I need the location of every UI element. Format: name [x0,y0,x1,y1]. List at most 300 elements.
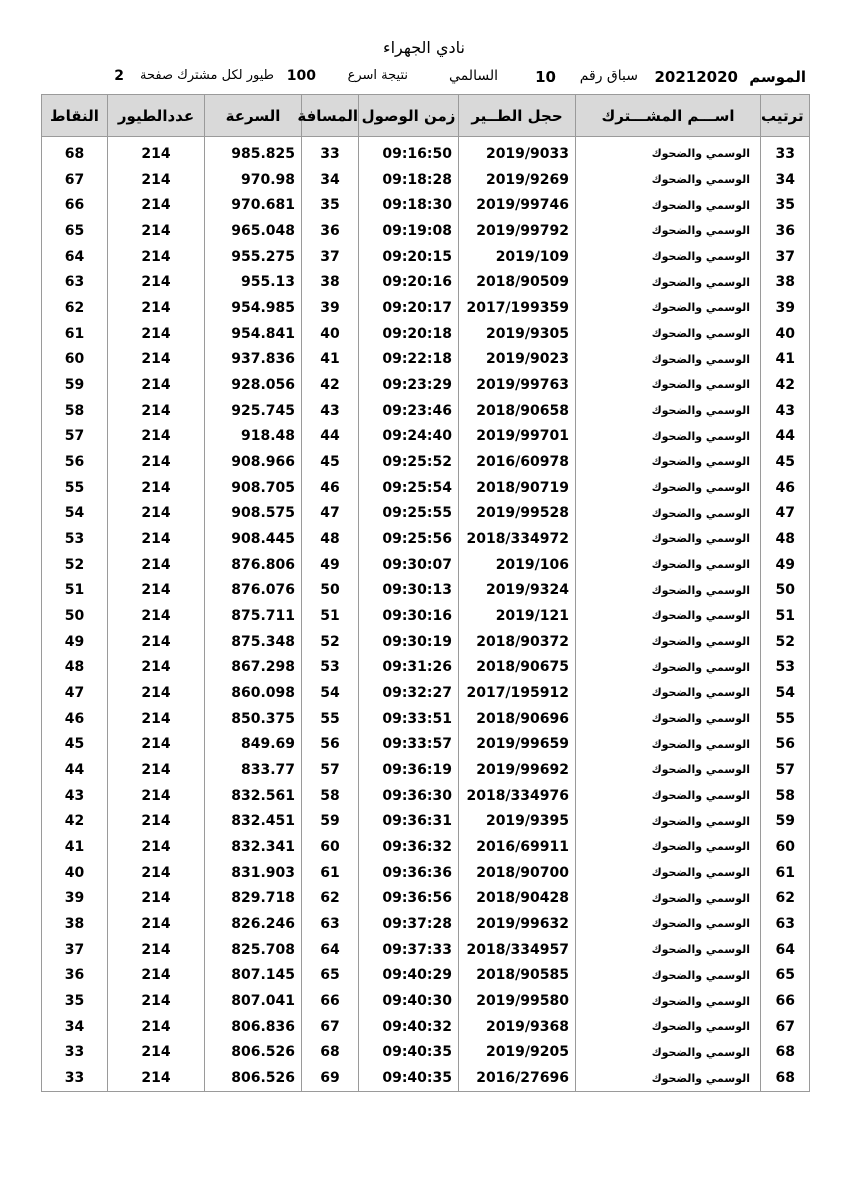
cell-points: 57 [42,423,108,449]
table-row [42,860,810,886]
cell-arrival-time: 09:18:30 [359,192,459,218]
cell-participant: الوسمي والضحوك [576,757,761,783]
cell-arrival-time: 09:19:08 [359,218,459,244]
cell-distance: 63 [302,911,359,937]
col-header-arrival: زمن الوصول [359,95,459,137]
table-row [42,808,810,834]
cell-points: 59 [42,372,108,398]
table-row [42,1014,810,1040]
cell-points: 33 [42,1040,108,1066]
table-row [42,449,810,475]
cell-birds: 214 [108,244,205,270]
table-row [42,1040,810,1066]
cell-arrival-time: 09:20:18 [359,321,459,347]
table-row [42,577,810,603]
cell-rank: 54 [761,680,810,706]
cell-participant: الوسمي والضحوك [576,500,761,526]
cell-speed: 860.098 [205,680,302,706]
cell-ring-number: 2019/9205 [459,1040,576,1066]
cell-participant: الوسمي والضحوك [576,654,761,680]
col-header-rank: ترتيب [761,95,810,137]
cell-arrival-time: 09:40:35 [359,1065,459,1091]
cell-participant: الوسمي والضحوك [576,295,761,321]
cell-rank: 51 [761,603,810,629]
cell-arrival-time: 09:36:31 [359,808,459,834]
cell-rank: 62 [761,885,810,911]
cell-distance: 34 [302,167,359,193]
cell-participant: الوسمي والضحوك [576,963,761,989]
cell-speed: 806.836 [205,1014,302,1040]
cell-distance: 64 [302,937,359,963]
table-row [42,218,810,244]
cell-ring-number: 2018/90585 [459,963,576,989]
cell-ring-number: 2018/334972 [459,526,576,552]
table-row [42,706,810,732]
cell-points: 35 [42,988,108,1014]
cell-points: 58 [42,398,108,424]
cell-ring-number: 2018/90372 [459,629,576,655]
cell-birds: 214 [108,603,205,629]
cell-speed: 970.681 [205,192,302,218]
cell-ring-number: 2018/90675 [459,654,576,680]
cell-speed: 925.745 [205,398,302,424]
cell-distance: 54 [302,680,359,706]
cell-arrival-time: 09:40:35 [359,1040,459,1066]
cell-points: 61 [42,321,108,347]
cell-arrival-time: 09:32:27 [359,680,459,706]
cell-points: 54 [42,500,108,526]
cell-birds: 214 [108,757,205,783]
cell-participant: الوسمي والضحوك [576,937,761,963]
cell-speed: 832.451 [205,808,302,834]
cell-arrival-time: 09:24:40 [359,423,459,449]
cell-ring-number: 2017/199359 [459,295,576,321]
cell-arrival-time: 09:33:51 [359,706,459,732]
cell-participant: الوسمي والضحوك [576,731,761,757]
cell-ring-number: 2019/9033 [459,141,576,167]
cell-participant: الوسمي والضحوك [576,834,761,860]
cell-rank: 55 [761,706,810,732]
cell-points: 46 [42,706,108,732]
cell-points: 40 [42,860,108,886]
col-header-birds: عددالطيور [108,95,205,137]
cell-distance: 69 [302,1065,359,1091]
cell-distance: 45 [302,449,359,475]
cell-points: 48 [42,654,108,680]
cell-points: 43 [42,783,108,809]
col-header-points: النقاط [42,95,108,137]
results-table [41,94,810,1092]
cell-arrival-time: 09:30:16 [359,603,459,629]
cell-arrival-time: 09:18:28 [359,167,459,193]
cell-distance: 50 [302,577,359,603]
cell-rank: 44 [761,423,810,449]
cell-birds: 214 [108,218,205,244]
table-row [42,500,810,526]
cell-ring-number: 2019/9269 [459,167,576,193]
table-row [42,269,810,295]
cell-participant: الوسمي والضحوك [576,603,761,629]
cell-arrival-time: 09:25:56 [359,526,459,552]
cell-speed: 954.985 [205,295,302,321]
cell-ring-number: 2019/106 [459,552,576,578]
cell-birds: 214 [108,885,205,911]
cell-arrival-time: 09:30:19 [359,629,459,655]
cell-birds: 214 [108,911,205,937]
cell-birds: 214 [108,988,205,1014]
cell-participant: الوسمي والضحوك [576,808,761,834]
cell-participant: الوسمي والضحوك [576,1065,761,1091]
cell-birds: 214 [108,577,205,603]
cell-points: 55 [42,475,108,501]
cell-participant: الوسمي والضحوك [576,860,761,886]
page-number: 2 [114,68,124,84]
birds-per-participant-label: طيور لكل مشترك صفحة [140,68,274,83]
cell-speed: 832.341 [205,834,302,860]
cell-ring-number: 2016/27696 [459,1065,576,1091]
cell-rank: 65 [761,963,810,989]
table-row [42,885,810,911]
cell-arrival-time: 09:20:15 [359,244,459,270]
cell-speed: 850.375 [205,706,302,732]
cell-speed: 875.348 [205,629,302,655]
cell-speed: 908.705 [205,475,302,501]
race-label: سباق رقم [579,68,638,84]
cell-distance: 40 [302,321,359,347]
cell-participant: الوسمي والضحوك [576,629,761,655]
cell-birds: 214 [108,398,205,424]
cell-birds: 214 [108,167,205,193]
table-row [42,423,810,449]
cell-birds: 214 [108,654,205,680]
cell-birds: 214 [108,552,205,578]
cell-distance: 67 [302,1014,359,1040]
table-row [42,680,810,706]
cell-arrival-time: 09:36:30 [359,783,459,809]
cell-rank: 52 [761,629,810,655]
cell-rank: 39 [761,295,810,321]
cell-points: 39 [42,885,108,911]
cell-distance: 56 [302,731,359,757]
cell-speed: 955.275 [205,244,302,270]
cell-ring-number: 2016/60978 [459,449,576,475]
cell-participant: الوسمي والضحوك [576,321,761,347]
cell-speed: 908.445 [205,526,302,552]
cell-points: 65 [42,218,108,244]
cell-ring-number: 2019/121 [459,603,576,629]
cell-points: 68 [42,141,108,167]
cell-distance: 59 [302,808,359,834]
cell-participant: الوسمي والضحوك [576,167,761,193]
cell-distance: 36 [302,218,359,244]
cell-participant: الوسمي والضحوك [576,192,761,218]
cell-distance: 48 [302,526,359,552]
table-header-row [42,95,810,137]
cell-ring-number: 2018/334976 [459,783,576,809]
race-location: السالمي [449,68,498,84]
season-label: الموسم [749,68,806,86]
cell-speed: 833.77 [205,757,302,783]
cell-birds: 214 [108,706,205,732]
cell-rank: 68 [761,1065,810,1091]
cell-speed: 807.041 [205,988,302,1014]
cell-rank: 43 [761,398,810,424]
table-row [42,526,810,552]
cell-ring-number: 2018/90428 [459,885,576,911]
cell-birds: 214 [108,449,205,475]
season-value: 20212020 [654,68,738,86]
cell-arrival-time: 09:40:29 [359,963,459,989]
cell-points: 42 [42,808,108,834]
cell-birds: 214 [108,860,205,886]
cell-participant: الوسمي والضحوك [576,475,761,501]
table-row [42,834,810,860]
race-number: 10 [535,68,556,86]
cell-arrival-time: 09:25:52 [359,449,459,475]
cell-birds: 214 [108,963,205,989]
cell-birds: 214 [108,808,205,834]
cell-arrival-time: 09:16:50 [359,141,459,167]
cell-points: 37 [42,937,108,963]
cell-speed: 829.718 [205,885,302,911]
cell-participant: الوسمي والضحوك [576,423,761,449]
cell-speed: 875.711 [205,603,302,629]
table-row [42,783,810,809]
fastest-count: 100 [286,68,316,84]
cell-speed: 970.98 [205,167,302,193]
table-row [42,937,810,963]
cell-arrival-time: 09:40:32 [359,1014,459,1040]
cell-birds: 214 [108,423,205,449]
cell-rank: 63 [761,911,810,937]
table-row [42,192,810,218]
cell-participant: الوسمي والضحوك [576,346,761,372]
club-title: نادي الجهراء [383,38,465,57]
cell-participant: الوسمي والضحوك [576,988,761,1014]
col-header-participant: اســـم المشـــترك [576,95,761,137]
table-row [42,475,810,501]
cell-birds: 214 [108,500,205,526]
cell-speed: 928.056 [205,372,302,398]
table-row [42,167,810,193]
cell-speed: 806.526 [205,1065,302,1091]
cell-points: 50 [42,603,108,629]
table-row [42,321,810,347]
cell-speed: 806.526 [205,1040,302,1066]
cell-birds: 214 [108,680,205,706]
cell-points: 53 [42,526,108,552]
cell-ring-number: 2019/99746 [459,192,576,218]
cell-distance: 49 [302,552,359,578]
cell-distance: 38 [302,269,359,295]
cell-points: 45 [42,731,108,757]
cell-birds: 214 [108,269,205,295]
cell-arrival-time: 09:25:54 [359,475,459,501]
cell-distance: 60 [302,834,359,860]
cell-rank: 35 [761,192,810,218]
cell-participant: الوسمي والضحوك [576,1014,761,1040]
cell-rank: 64 [761,937,810,963]
cell-distance: 55 [302,706,359,732]
cell-ring-number: 2019/99528 [459,500,576,526]
cell-ring-number: 2018/90509 [459,269,576,295]
cell-participant: الوسمي والضحوك [576,218,761,244]
table-row [42,244,810,270]
cell-arrival-time: 09:31:26 [359,654,459,680]
cell-ring-number: 2018/90700 [459,860,576,886]
cell-distance: 41 [302,346,359,372]
cell-ring-number: 2019/9023 [459,346,576,372]
cell-participant: الوسمي والضحوك [576,141,761,167]
cell-points: 66 [42,192,108,218]
cell-speed: 908.966 [205,449,302,475]
cell-rank: 58 [761,783,810,809]
cell-distance: 51 [302,603,359,629]
cell-rank: 36 [761,218,810,244]
cell-rank: 53 [761,654,810,680]
cell-ring-number: 2018/334957 [459,937,576,963]
cell-rank: 41 [761,346,810,372]
cell-points: 64 [42,244,108,270]
cell-birds: 214 [108,475,205,501]
cell-points: 62 [42,295,108,321]
table-row [42,372,810,398]
cell-birds: 214 [108,629,205,655]
cell-participant: الوسمي والضحوك [576,783,761,809]
table-row [42,629,810,655]
table-row [42,1065,810,1091]
cell-speed: 826.246 [205,911,302,937]
cell-rank: 56 [761,731,810,757]
col-header-distance: المسافة [302,95,359,137]
cell-arrival-time: 09:30:13 [359,577,459,603]
table-row [42,988,810,1014]
cell-rank: 67 [761,1014,810,1040]
cell-rank: 68 [761,1040,810,1066]
cell-birds: 214 [108,321,205,347]
cell-arrival-time: 09:40:30 [359,988,459,1014]
cell-speed: 849.69 [205,731,302,757]
cell-distance: 33 [302,141,359,167]
cell-points: 36 [42,963,108,989]
cell-ring-number: 2019/99580 [459,988,576,1014]
results-table-body [42,141,810,1091]
cell-rank: 60 [761,834,810,860]
table-row [42,757,810,783]
cell-points: 63 [42,269,108,295]
cell-arrival-time: 09:25:55 [359,500,459,526]
cell-birds: 214 [108,192,205,218]
cell-speed: 954.841 [205,321,302,347]
cell-participant: الوسمي والضحوك [576,552,761,578]
cell-participant: الوسمي والضحوك [576,449,761,475]
cell-birds: 214 [108,731,205,757]
cell-speed: 867.298 [205,654,302,680]
cell-speed: 908.575 [205,500,302,526]
table-row [42,911,810,937]
table-row [42,963,810,989]
fastest-label: نتيجة اسرع [347,68,408,83]
cell-distance: 53 [302,654,359,680]
cell-points: 41 [42,834,108,860]
cell-participant: الوسمي والضحوك [576,372,761,398]
cell-speed: 955.13 [205,269,302,295]
cell-ring-number: 2019/99632 [459,911,576,937]
cell-rank: 59 [761,808,810,834]
cell-participant: الوسمي والضحوك [576,885,761,911]
cell-speed: 937.836 [205,346,302,372]
cell-ring-number: 2019/99701 [459,423,576,449]
cell-participant: الوسمي والضحوك [576,244,761,270]
cell-arrival-time: 09:23:29 [359,372,459,398]
table-row [42,654,810,680]
cell-ring-number: 2018/90719 [459,475,576,501]
cell-rank: 38 [761,269,810,295]
cell-points: 67 [42,167,108,193]
cell-distance: 57 [302,757,359,783]
table-row [42,731,810,757]
cell-birds: 214 [108,834,205,860]
cell-distance: 66 [302,988,359,1014]
table-row [42,346,810,372]
cell-ring-number: 2018/90696 [459,706,576,732]
cell-ring-number: 2016/69911 [459,834,576,860]
cell-rank: 49 [761,552,810,578]
cell-speed: 807.145 [205,963,302,989]
cell-arrival-time: 09:20:16 [359,269,459,295]
cell-birds: 214 [108,141,205,167]
cell-birds: 214 [108,783,205,809]
cell-ring-number: 2018/90658 [459,398,576,424]
cell-arrival-time: 09:37:33 [359,937,459,963]
cell-rank: 57 [761,757,810,783]
cell-participant: الوسمي والضحوك [576,680,761,706]
cell-rank: 47 [761,500,810,526]
cell-participant: الوسمي والضحوك [576,706,761,732]
cell-distance: 46 [302,475,359,501]
cell-ring-number: 2017/195912 [459,680,576,706]
cell-arrival-time: 09:37:28 [359,911,459,937]
cell-participant: الوسمي والضحوك [576,911,761,937]
cell-points: 52 [42,552,108,578]
cell-points: 56 [42,449,108,475]
cell-rank: 66 [761,988,810,1014]
cell-arrival-time: 09:36:32 [359,834,459,860]
table-row [42,295,810,321]
cell-birds: 214 [108,372,205,398]
cell-speed: 832.561 [205,783,302,809]
cell-distance: 37 [302,244,359,270]
cell-rank: 37 [761,244,810,270]
cell-points: 60 [42,346,108,372]
cell-rank: 61 [761,860,810,886]
cell-rank: 42 [761,372,810,398]
table-row [42,398,810,424]
cell-rank: 40 [761,321,810,347]
col-header-speed: السرعة [205,95,302,137]
cell-points: 38 [42,911,108,937]
cell-rank: 48 [761,526,810,552]
cell-points: 47 [42,680,108,706]
cell-ring-number: 2019/9305 [459,321,576,347]
cell-distance: 35 [302,192,359,218]
cell-speed: 825.708 [205,937,302,963]
cell-rank: 34 [761,167,810,193]
cell-ring-number: 2019/9324 [459,577,576,603]
cell-distance: 65 [302,963,359,989]
cell-distance: 58 [302,783,359,809]
cell-arrival-time: 09:23:46 [359,398,459,424]
